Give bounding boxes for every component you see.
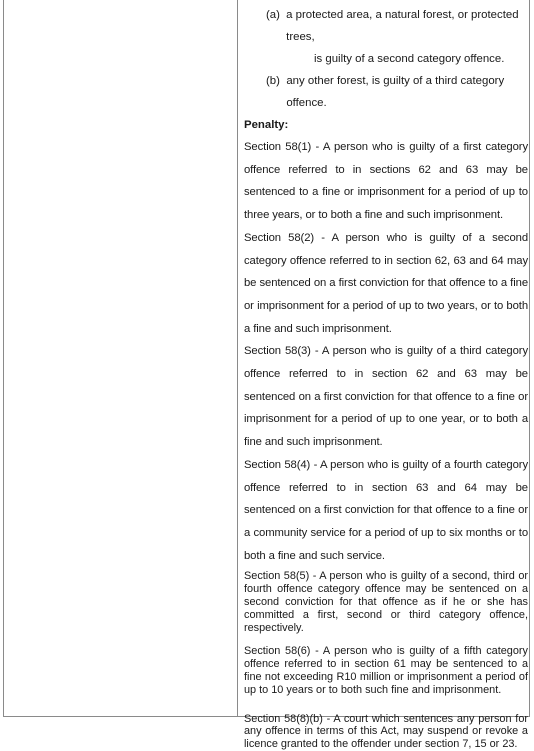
list-item-text: is guilty of a second category offence. (314, 53, 505, 65)
section-58-2: Section 58(2) - A person who is guilty of a second category offence referred to in section 62, 63 and 64 may be sentenced on a first conviction for that offence to a fine or imprisonment for a period of up to two years, or to both a fine and such imprisonment. (244, 231, 528, 335)
list-item-b (244, 70, 528, 114)
list-marker: (a) (266, 9, 280, 21)
list-item-a-continuation (244, 48, 528, 70)
section-58-3: Section 58(3) - A person who is guilty of a third category offence referred to in section 62 and 63 may be sentenced on a first conviction for that offence to a fine or imprisonment for a period of up to one year, or to both a fine and such imprisonment. (244, 345, 528, 449)
section-58-5: Section 58(5) - A person who is guilty of a second, third or fourth offence category offence may be sentenced on a second conviction for that offence as if he or she has committed a first, second or third category offence, respectively. (244, 570, 528, 634)
list-item-text: any other forest, is guilty of a third category offence. (286, 75, 505, 109)
list-item-a (244, 4, 528, 48)
section-58-4: Section 58(4) - A person who is guilty of a fourth category offence referred to in section 63 and 64 may be sentenced on a first conviction for that offence to a fine or a community service for a period of up to six months or to both a fine and such service. (244, 458, 528, 562)
list-item-text: a protected area, a natural forest, or protected trees, (286, 9, 519, 43)
section-58-8-b: Section 58(8)(b) - A court which sentences any person for any offence in terms of this Act, may suspend or revoke a licence granted to the offender under section 7, 15 or 23. (244, 712, 528, 751)
table-left-column (4, 0, 237, 716)
penalty-heading: Penalty: (244, 119, 289, 131)
section-58-6: Section 58(6) - A person who is guilty of a fifth category offence referred to in section 61 may be sentenced to a fine not exceeding R10 million or imprisonment a period of up to 10 years or to both such fine and imprisonment. (244, 644, 528, 696)
column-divider (237, 0, 238, 717)
table-right-column (244, 4, 528, 751)
document-table (3, 0, 530, 751)
section-58-1: Section 58(1) - A person who is guilty of a first category offence referred to in sections 62 and 63 may be sentenced to a fine or imprisonment for a period of up to three years, or to both a fine and such imprisonment. (244, 141, 528, 222)
list-marker: (b) (266, 75, 280, 87)
